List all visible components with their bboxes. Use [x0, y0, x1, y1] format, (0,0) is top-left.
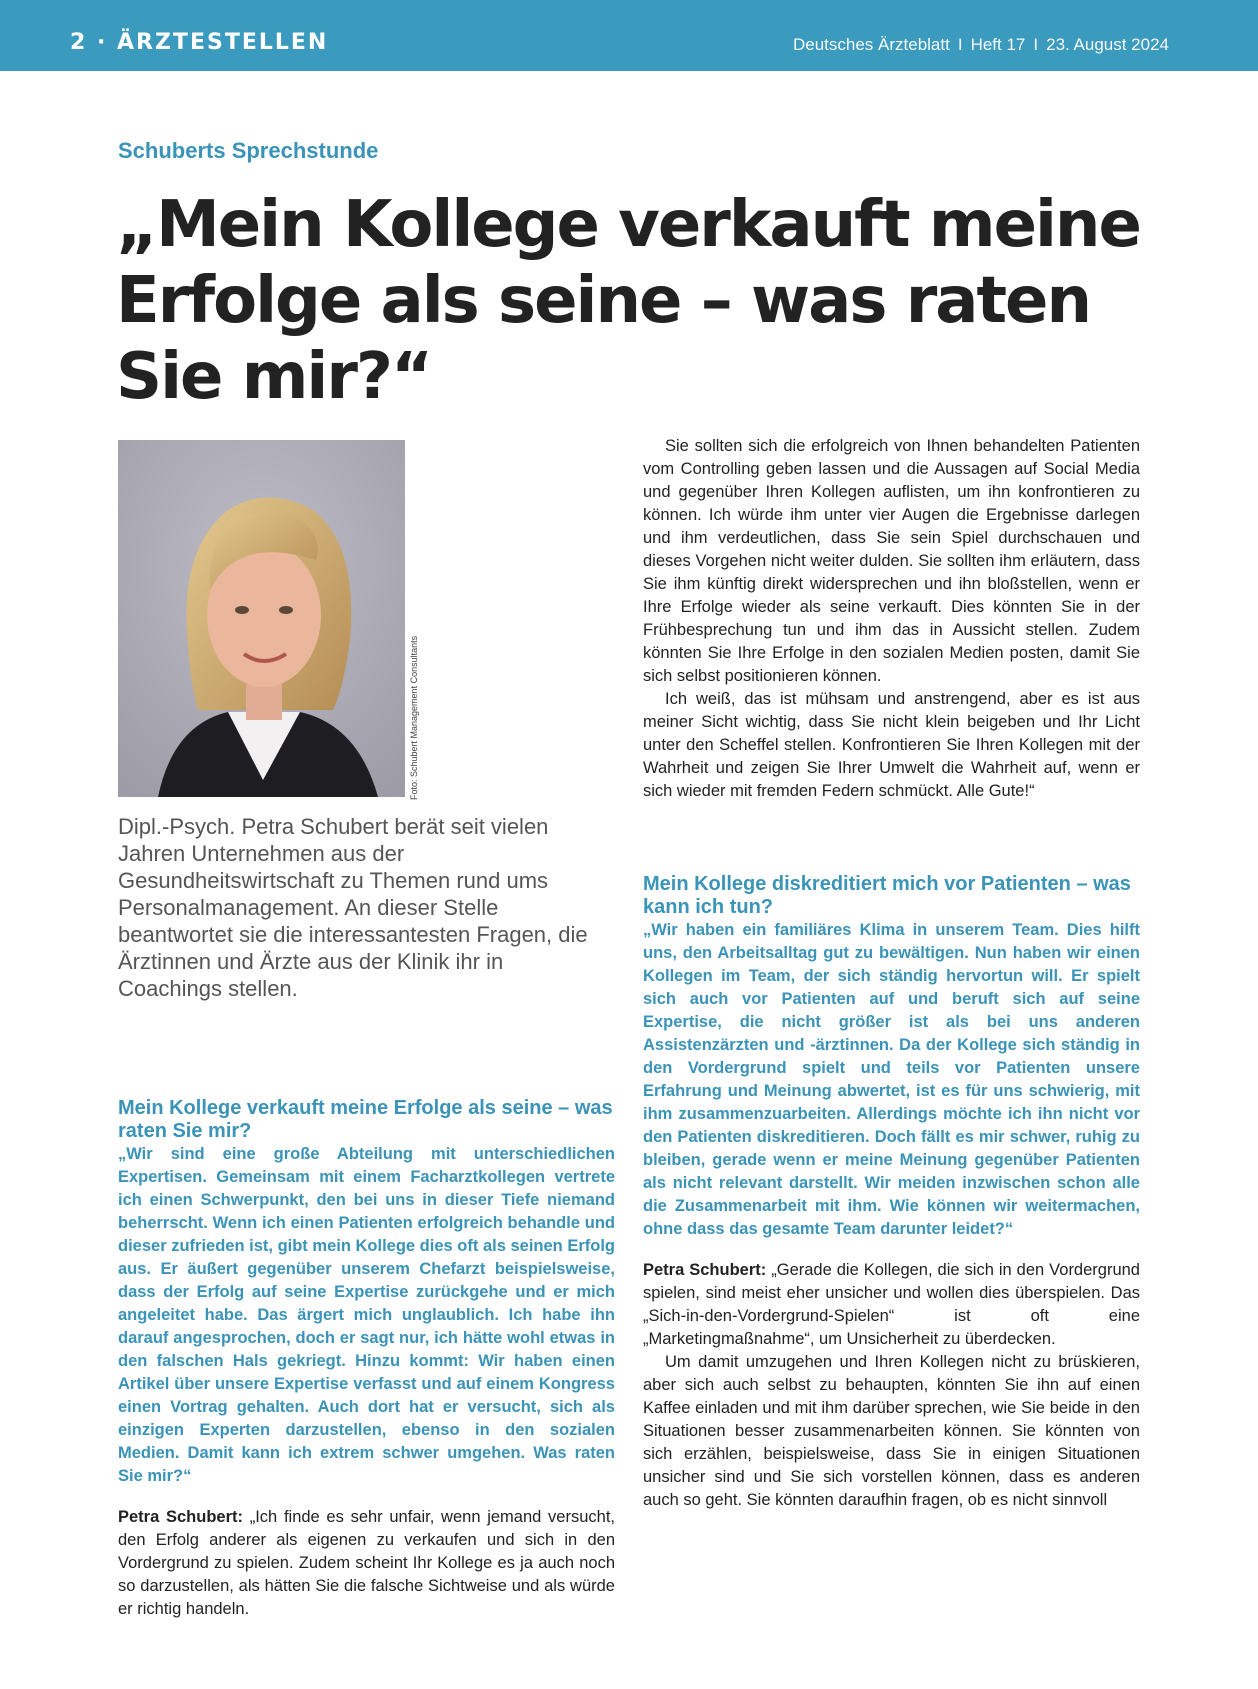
portrait-image [118, 440, 405, 797]
photo-credit [405, 612, 425, 802]
section-title: ÄRZTESTELLEN [117, 30, 329, 55]
section-label [70, 30, 328, 55]
article2-answer-p2: Um damit umzugehen und Ihren Kollegen nicht zu brüskieren, aber sich auch selbst zu behaupten, könnten Sie ihn auf einen Kaffee einladen und mit ihm darüber sprechen, wie Sie beide in den Situationen besser zusammenarbeiten können. Sie könnten von sich erzählen, beispielsweise, dass Sie in einigen Situationen unsicher sind und Sie sich vorstellen können, dass es anderen auch so geht. Sie könnten daraufhin fragen, ob es nicht sinnvoll [643, 1353, 1140, 1509]
article1-answer-p3: Ich weiß, das ist mühsam und anstrengend, aber es ist aus meiner Sicht wichtig, dass Sie nicht klein beigeben und Ihr Licht unter den Scheffel stellen. Konfrontieren Sie Ihren Kollegen mit der Wahrheit und zeigen Sie Ihrer Umwelt die Wahrheit auf, wenn er sich wieder mit fremden Federn schmückt. Alle Gute!“ [643, 690, 1140, 800]
article2-question: „Wir haben ein familiäres Klima in unserem Team. Dies hilft uns, den Arbeitsalltag gut zu bewältigen. Nun haben wir einen Kollegen im Team, der sich ständig hervortun will. Er spielt sich auch vor Patienten auf und beruft sich auf seine Expertise, die nicht größer ist als bei uns anderen Assistenzärzten und -ärztinnen. Da der Kollege sich ständig in den Vordergrund spielt und teils vor Patienten unsere Erfahrung und Meinung abwertet, ist es für uns schwierig, mit ihm zusammenzuarbeiten. Allerdings möchte ich ihn nicht vor den Patienten diskreditieren. Doch fällt es mir schwer, ruhig zu bleiben, gerade wenn er meine Meinung gegenüber Patienten als nicht relevant darstellt. Wir meiden inzwischen schon alle die Zusammenarbeit mit ihm. Wie können wir weitermachen, ohne dass das gesamte Team darunter leidet?“ [643, 921, 1140, 1238]
page-number: 2 [70, 30, 88, 55]
article2-answer-intro [643, 1259, 1140, 1351]
answer-author: Petra Schubert: [118, 1508, 243, 1526]
column-kicker: Schuberts Sprechstunde [118, 138, 379, 163]
article1-question: „Wir sind eine große Abteilung mit unterschiedlichen Expertisen. Gemeinsam mit einem Facharztkollegen vertrete ich einen Schwerpunkt, den bei uns in dieser Tiefe niemand beherrscht. Wenn ich einen Patienten erfolgreich behandle und dieser zufrieden ist, gibt mein Kollege dies oft als seinen Erfolg aus. Er äußert gegenüber unserem Chefarzt beispielsweise, dass der Erfolg auf seine Expertise zurückgehe und er mich angeleitet habe. Das ärgert mich unglaublich. Ich habe ihn darauf angesprochen, doch er sagt nur, ich hätte wohl etwas in den falschen Hals gekriegt. Hinzu kommt: Wir haben einen Artikel über unsere Expertise verfasst und auf einem Kongress einen Vortrag gehalten. Auch dort hat er versucht, sich als einzigen Experten darzustellen, ebenso in den sozialen Medien. Damit kann ich extrem schwer umgehen. Was raten Sie mir?“ [118, 1145, 615, 1485]
issue-number: Heft 17 [970, 35, 1026, 54]
author-photo [118, 440, 405, 797]
page-title: „Mein Kollege verkauft meine Erfolge als seine – was raten Sie mir?“ [116, 188, 1140, 414]
article2-heading: Mein Kollege diskreditiert mich vor Patienten – was kann ich tun? [643, 873, 1131, 918]
article1-answer-intro [118, 1506, 615, 1621]
divider: I [957, 35, 963, 54]
article1-heading: Mein Kollege verkauft meine Erfolge als seine – was raten Sie mir? [118, 1097, 613, 1142]
author-bio: Dipl.-Psych. Petra Schubert berät seit vielen Jahren Unternehmen aus der Gesundheitswirtschaft zu Themen rund ums Personalmanagement. An dieser Stelle beantwortet sie die interessantesten Fragen, die Ärztinnen und Ärzte aus der Klinik ihr in Coachings stellen. [118, 814, 588, 1001]
divider: I [1033, 35, 1039, 54]
section-separator: · [96, 30, 108, 55]
publication-info [793, 35, 1169, 55]
answer-author: Petra Schubert: [643, 1261, 767, 1279]
article1-answer-p1: „Ich finde es sehr unfair, wenn jemand versucht, den Erfolg anderer als eigenen zu verkaufen und sich in den Vordergrund zu spielen. Zudem scheint Ihr Kollege es ja auch noch so darzustellen, als hätten Sie die falsche Sichtweise und als würde er richtig handeln. [118, 1508, 615, 1618]
publication-name: Deutsches Ärzteblatt [792, 35, 950, 54]
article-column-left [118, 1097, 615, 1621]
header-bar [0, 0, 1258, 71]
article1-answer-p2: Sie sollten sich die erfolgreich von Ihnen behandelten Patienten vom Controlling geben lassen und die Aussagen auf Social Media und gegenüber Ihren Kollegen auflisten, um ihn konfrontieren zu können. Ich würde ihm unter vier Augen die Ergebnisse darlegen und ihm verdeutlichen, dass Sie sein Spiel durchschauen und dieses Vorgehen nicht weiter dulden. Sie sollten ihm erläutern, dass Sie ihm künftig direkt widersprechen und ihn bloßstellen, wenn er Ihre Erfolge wieder als seine verkauft. Dies könnten Sie in der Frühbesprechung tun und ihm das in Aussicht stellen. Zudem könnten Sie Ihre Erfolge in den sozialen Medien posten, damit Sie sich selbst positionieren können. [643, 437, 1140, 685]
article-column-right [643, 435, 1140, 1512]
photo-credit-text: Foto: Schubert Management Consultants [409, 635, 419, 800]
article2-answer-p1: „Gerade die Kollegen, die sich in den Vordergrund spielen, sind meist eher unsicher und wollen dies überspielen. Das „Sich-in-den-Vordergrund-Spielen“ ist oft eine „Marketingmaßnahme“, um Unsicherheit zu überdecken. [643, 1261, 1140, 1348]
issue-date: 23. August 2024 [1046, 35, 1169, 54]
